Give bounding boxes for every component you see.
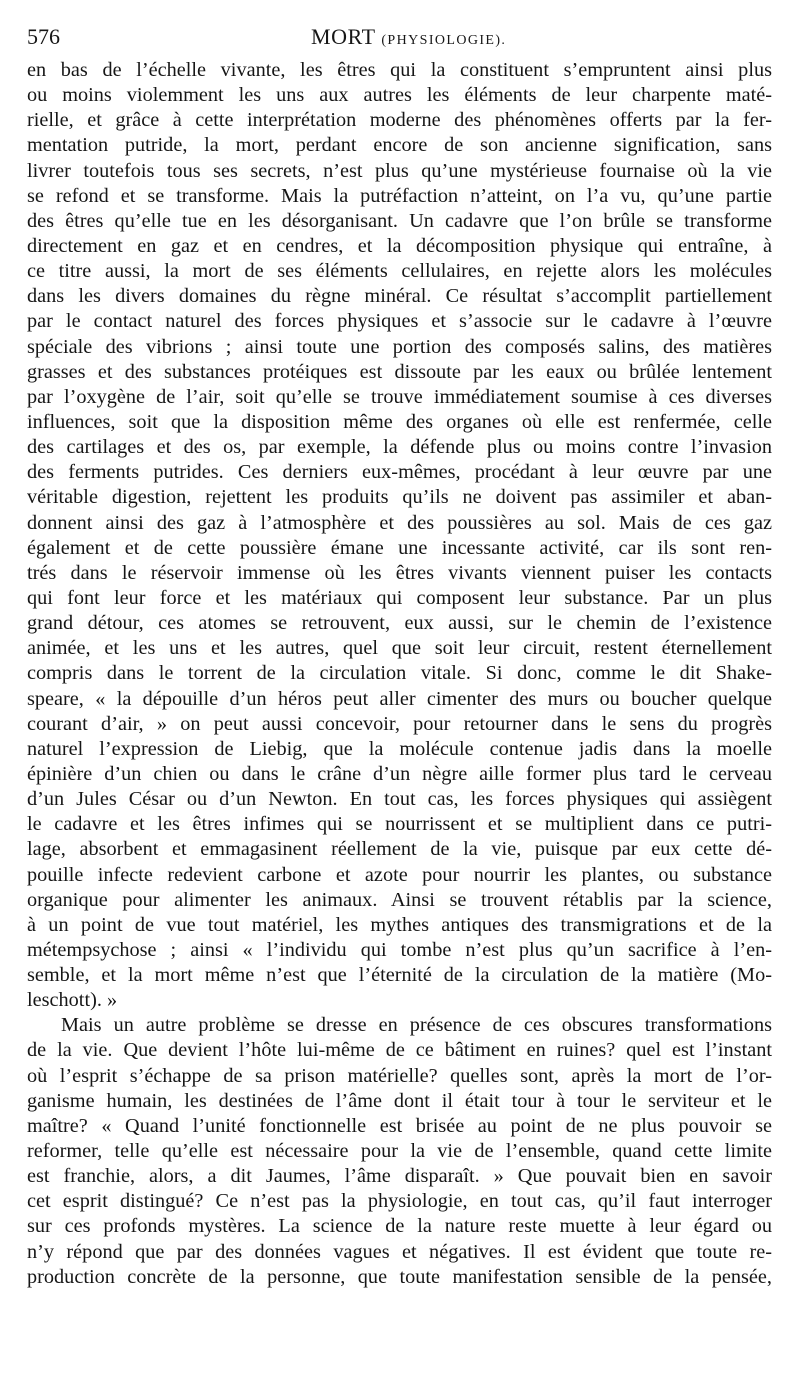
text-line: se refond et se transforme. Mais la putréfaction n’atteint, on l’a vu, qu’une partie [27,184,772,207]
text-line: mentation putride, la mort, perdant encore de son ancienne signification, sans [27,134,772,157]
text-line: livrer toutefois tous ses secrets, n’est plus qu’une mystérieuse fournaise où la vie [27,159,772,182]
text-line: en bas de l’échelle vivante, les êtres qui la constituent s’empruntent ainsi plus [27,59,772,81]
text-line: grasses et des substances protéiques est dissoute par les eaux ou brûlée lentement [27,360,772,383]
paragraph-end-line: leschott). » [27,989,118,1012]
text-line: qui font leur force et les matériaux qui composent leur substance. Par un plus [27,586,772,609]
text-line: le cadavre et les êtres infimes qui se nourrissent et se multiplient dans ce putri- [27,813,772,836]
text-line: ou moins violemment les uns aux autres les éléments de leur charpente maté- [27,84,772,107]
running-head [311,20,506,58]
text-line: des cartilages et des os, par exemple, la défende plus ou moins contre l’invasion [27,436,772,459]
text-line: compris dans le torrent de la circulation vitale. Si donc, comme le dit Shake- [27,662,772,685]
text-line: speare, « la dépouille d’un héros peut aller cimenter des murs ou boucher quelque [27,687,772,710]
text-line: également et de cette poussière émane une incessante activité, car ils sont ren- [27,536,772,559]
text-line: reformer, telle qu’elle est nécessaire pour la vie de l’ensemble, quand cette limite [27,1140,772,1163]
text-line: des êtres qu’elle tue en les désorganisant. Un cadavre que l’on brûle se transforme [27,209,772,232]
running-head-title: MORT [311,24,376,49]
text-line: courant d’air, » on peut aussi concevoir, pour retourner dans le sens du progrès [27,712,772,735]
text-line: ganisme humain, les destinées de l’âme dont il était tour à tour le serviteur et le [27,1089,772,1112]
text-line: lage, absorbent et emmagasinent réellement de la vie, puisque par eux cette dé- [27,838,772,861]
text-line: production concrète de la personne, que toute manifestation sensible de la pensée, [27,1265,772,1288]
paragraph-start-line: Mais un autre problème se dresse en présence de ces obscures transformations [61,1014,772,1037]
text-line: dans les divers domaines du règne minéral. Ce résultat s’accomplit partiellement [27,285,772,308]
text-line: véritable digestion, rejettent les produits qu’ils ne doivent pas assimiler et aban- [27,486,772,509]
text-line: par le contact naturel des forces physiques et s’associe sur le cadavre à l’œuvre [27,310,772,333]
text-line: à un point de vue tout matériel, les mythes antiques des transmigrations et de la [27,913,772,936]
text-line: pouille infecte redevient carbone et azote pour nourrir les plantes, ou substance [27,863,772,886]
text-line: rielle, et grâce à cette interprétation moderne des phénomènes offerts par la fer- [27,109,772,132]
text-line: épinière d’un chien ou dans le crâne d’un nègre aille former plus tard le cerveau [27,762,772,785]
text-line: ce titre aussi, la mort de ses éléments cellulaires, en rejette alors les molécules [27,260,772,283]
text-line: métempsychose ; ainsi « l’individu qui tombe n’est plus qu’un sacrifice à l’en- [27,938,772,961]
page-header [27,20,772,54]
text-line: maître? « Quand l’unité fonctionnelle est brisée au point de ne plus pouvoir se [27,1114,772,1137]
text-line: naturel l’expression de Liebig, que la molécule contenue jadis dans la moelle [27,737,772,760]
text-line: organique pour alimenter les animaux. Ainsi se trouvent rétablis par la science, [27,888,772,911]
text-line: sur ces profonds mystères. La science de la nature reste muette à leur égard ou [27,1215,772,1238]
text-line: spéciale des vibrions ; ainsi toute une portion des composés salins, des matières [27,335,772,358]
text-line: par l’oxygène de l’air, soit qu’elle se trouve immédiatement soumise à ces diverses [27,385,772,408]
text-line: est franchie, alors, a dit Jaumes, l’âme disparaît. » Que pouvait bien en savoir [27,1165,772,1188]
text-line: cet esprit distingué? Ce n’est pas la physiologie, en tout cas, qu’il faut interroger [27,1190,772,1213]
body-text [27,58,772,1290]
text-line: influences, soit que la disposition même des organes où elle est renfermée, celle [27,410,772,433]
text-line: de la vie. Que devient l’hôte lui-même de ce bâtiment en ruines? quel est l’instant [27,1039,772,1062]
text-line: d’un Jules César ou d’un Newton. En tout cas, les forces physiques qui assiègent [27,788,772,811]
text-line: où l’esprit s’échappe de sa prison matérielle? quelles sont, après la mort de l’or- [27,1064,772,1087]
text-line: n’y répond que par des données vagues et négatives. Il est évident que toute re- [27,1240,772,1263]
page-number: 576 [27,24,60,49]
text-line: grand détour, ces atomes se retrouvent, eux aussi, sur le chemin de l’existence [27,612,772,635]
running-head-subtitle: (PHYSIOLOGIE). [381,33,507,48]
text-line: directement en gaz et en cendres, et la décomposition physique qui entraîne, à [27,234,772,257]
text-line: semble, et la mort même n’est que l’éternité de la circulation de la matière (Mo- [27,964,772,987]
text-line: des ferments putrides. Ces derniers eux-mêmes, procédant à leur œuvre par une [27,461,772,484]
text-line: trés dans le réservoir immense où les êtres vivants viennent puiser les contacts [27,561,772,584]
text-line: donnent ainsi des gaz à l’atmosphère et des poussières au sol. Mais de ces gaz [27,511,772,534]
text-line: animée, et les uns et les autres, quel que soit leur circuit, restent éternellement [27,637,772,660]
